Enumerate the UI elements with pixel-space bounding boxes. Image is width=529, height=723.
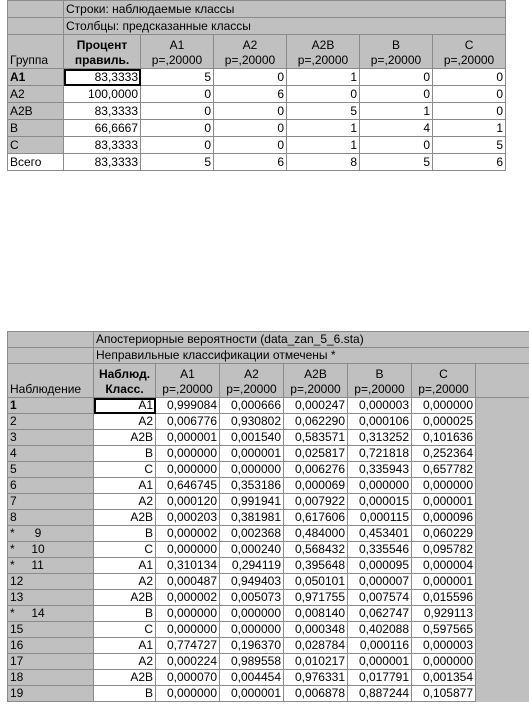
probability-cell[interactable]: 0,252364 [412, 446, 476, 462]
row-label[interactable]: * 9 [8, 526, 94, 542]
count-cell[interactable]: 0 [141, 86, 214, 103]
count-cell[interactable]: 0 [141, 120, 214, 137]
count-cell[interactable]: 0 [214, 120, 287, 137]
probability-cell[interactable]: 0,062290 [284, 414, 348, 430]
row-label[interactable]: 6 [8, 478, 94, 494]
count-cell[interactable]: 0 [214, 103, 287, 120]
count-cell[interactable]: 0 [141, 103, 214, 120]
column-header[interactable] [360, 35, 433, 69]
probability-cell[interactable]: 0,000000 [156, 606, 220, 622]
observed-class-cell[interactable]: B [94, 686, 156, 702]
observed-class-cell[interactable]: B [94, 446, 156, 462]
count-cell[interactable]: 6 [214, 154, 287, 171]
count-cell[interactable]: 5 [287, 103, 360, 120]
probability-cell[interactable]: 0,000120 [156, 494, 220, 510]
probability-cell[interactable]: 0,000000 [220, 462, 284, 478]
count-cell[interactable]: 5 [141, 154, 214, 171]
column-prior: p=,20000 [297, 53, 349, 67]
count-cell[interactable]: 5 [360, 154, 433, 171]
count-cell[interactable]: 1 [433, 120, 506, 137]
obs-header-line1: Наблюд. [98, 367, 151, 381]
probability-cell[interactable]: 0,000000 [220, 606, 284, 622]
row-label[interactable]: 12 [8, 574, 94, 590]
row-label[interactable]: * 11 [8, 558, 94, 574]
probability-cell[interactable]: 0,000000 [156, 622, 220, 638]
column-prior: p=,20000 [226, 382, 277, 396]
probability-cell[interactable]: 0,930802 [220, 414, 284, 430]
count-cell[interactable]: 6 [214, 86, 287, 103]
probability-cell[interactable]: 0,313252 [348, 430, 412, 446]
table-row [8, 69, 506, 86]
table-row [8, 86, 506, 103]
empty-gray-cell [476, 526, 529, 542]
pct-correct-cell[interactable]: 83,3333 [64, 137, 141, 154]
empty-gray-cell [476, 654, 529, 670]
row-label[interactable]: 19 [8, 686, 94, 702]
probability-cell[interactable]: 0,310134 [156, 558, 220, 574]
probability-cell[interactable]: 0,196370 [220, 638, 284, 654]
caption-cols-text: Столбцы: предсказанные классы [64, 18, 506, 35]
row-label[interactable]: * 14 [8, 606, 94, 622]
pct-correct-header[interactable] [64, 35, 141, 69]
column-prior: p=,20000 [224, 53, 276, 67]
count-cell[interactable]: 0 [214, 137, 287, 154]
observed-class-cell[interactable]: C [94, 462, 156, 478]
observed-class-cell[interactable]: A1 [94, 558, 156, 574]
probability-cell[interactable]: 0,000106 [348, 414, 412, 430]
probability-cell[interactable]: 0,101636 [412, 430, 476, 446]
caption-row [8, 332, 529, 348]
corner-label[interactable]: Наблюдение [8, 364, 94, 398]
corner-cell [8, 1, 64, 18]
column-prior: p=,20000 [151, 53, 203, 67]
probability-cell[interactable]: 0,004454 [220, 670, 284, 686]
probability-cell[interactable]: 0,646745 [156, 478, 220, 494]
empty-gray-cell [476, 686, 529, 702]
observed-class-cell[interactable]: A1 [94, 478, 156, 494]
probability-cell[interactable]: 0,025817 [284, 446, 348, 462]
corner-cell [8, 18, 64, 35]
probability-cell[interactable]: 0,335546 [348, 542, 412, 558]
empty-gray-cell [476, 462, 529, 478]
empty-gray-cell [476, 478, 529, 494]
probability-cell[interactable]: 0,000000 [412, 398, 476, 414]
table-row [8, 120, 506, 137]
probability-cell[interactable]: 0,005073 [220, 590, 284, 606]
empty-gray-cell [476, 414, 529, 430]
probability-cell[interactable]: 0,010217 [284, 654, 348, 670]
probability-cell[interactable]: 0,015596 [412, 590, 476, 606]
count-cell[interactable]: 0 [141, 137, 214, 154]
corner-cell [8, 332, 94, 348]
probability-cell[interactable]: 0,294119 [220, 558, 284, 574]
probability-cell[interactable]: 0,060229 [412, 526, 476, 542]
probability-cell[interactable]: 0,000666 [220, 398, 284, 414]
observed-class-cell[interactable]: C [94, 542, 156, 558]
probability-cell[interactable]: 0,657782 [412, 462, 476, 478]
empty-gray-cell [476, 542, 529, 558]
probability-cell[interactable]: 0,000000 [348, 478, 412, 494]
row-label[interactable]: * 10 [8, 542, 94, 558]
probability-cell[interactable]: 0,000002 [156, 590, 220, 606]
probability-cell[interactable]: 0,000004 [412, 558, 476, 574]
table-row [8, 606, 529, 622]
row-label[interactable]: 17 [8, 654, 94, 670]
probability-cell[interactable]: 0,929113 [412, 606, 476, 622]
empty-gray-cell [476, 398, 529, 414]
header-row [8, 35, 506, 69]
column-header[interactable] [141, 35, 214, 69]
count-cell[interactable]: 0 [433, 86, 506, 103]
probability-cell[interactable]: 0,989558 [220, 654, 284, 670]
header-row [8, 364, 529, 398]
column-name: A2B [304, 367, 327, 381]
column-prior: p=,20000 [290, 382, 341, 396]
row-label[interactable]: 5 [8, 462, 94, 478]
probability-cell[interactable]: 0,001540 [220, 430, 284, 446]
empty-gray-cell [476, 622, 529, 638]
probability-cell[interactable]: 0,484000 [284, 526, 348, 542]
caption-row [8, 348, 529, 364]
table-row [8, 462, 529, 478]
row-label[interactable]: 1 [8, 398, 94, 414]
probability-cell[interactable]: 0,887244 [348, 686, 412, 702]
probability-cell[interactable]: 0,000000 [220, 622, 284, 638]
observed-class-cell[interactable]: A2 [94, 574, 156, 590]
probability-cell[interactable]: 0,617606 [284, 510, 348, 526]
row-label[interactable]: 4 [8, 446, 94, 462]
table-row [8, 686, 529, 702]
row-label[interactable]: 2 [8, 414, 94, 430]
row-label[interactable]: A2B [8, 103, 64, 120]
pct-header-line2: правиль. [74, 53, 130, 67]
observed-class-cell[interactable]: B [94, 606, 156, 622]
probability-cell[interactable]: 0,000000 [156, 446, 220, 462]
probability-cell[interactable]: 0,000203 [156, 510, 220, 526]
column-name: A2B [311, 38, 335, 52]
probability-cell[interactable]: 0,095782 [412, 542, 476, 558]
count-cell[interactable]: 0 [214, 69, 287, 86]
probability-cell[interactable]: 0,597565 [412, 622, 476, 638]
probability-cell[interactable]: 0,583571 [284, 430, 348, 446]
caption-note-text: Неправильные классификации отмечены * [94, 348, 529, 364]
column-name: B [391, 38, 400, 52]
column-prior: p=,20000 [443, 53, 495, 67]
count-cell[interactable]: 1 [360, 103, 433, 120]
table-row [8, 558, 529, 574]
probability-cell[interactable]: 0,000487 [156, 574, 220, 590]
row-label[interactable]: 15 [8, 622, 94, 638]
empty-gray-cell [476, 446, 529, 462]
probability-cell[interactable]: 0,001354 [412, 670, 476, 686]
count-cell[interactable]: 0 [433, 69, 506, 86]
count-cell[interactable]: 1 [287, 69, 360, 86]
count-cell[interactable]: 0 [287, 86, 360, 103]
table-row [8, 654, 529, 670]
column-name: C [439, 367, 448, 381]
count-cell[interactable]: 0 [360, 69, 433, 86]
column-header[interactable] [156, 364, 220, 398]
pct-correct-cell[interactable]: 100,0000 [64, 86, 141, 103]
count-cell[interactable]: 0 [360, 137, 433, 154]
probability-cell[interactable]: 0,000001 [412, 494, 476, 510]
count-cell[interactable]: 1 [287, 137, 360, 154]
empty-gray-cell [476, 510, 529, 526]
column-name: A2 [244, 367, 259, 381]
probability-cell[interactable]: 0,000240 [220, 542, 284, 558]
empty-gray-cell [476, 638, 529, 654]
observed-class-cell[interactable]: B [94, 526, 156, 542]
pct-correct-cell[interactable]: 83,3333 [64, 154, 141, 171]
column-prior: p=,20000 [162, 382, 213, 396]
probability-cell[interactable]: 0,000002 [156, 526, 220, 542]
probability-cell[interactable]: 0,381981 [220, 510, 284, 526]
column-header[interactable] [220, 364, 284, 398]
probability-cell[interactable]: 0,949403 [220, 574, 284, 590]
table-row [8, 526, 529, 542]
probability-cell[interactable]: 0,000247 [284, 398, 348, 414]
caption-row [8, 18, 506, 35]
table-row [8, 446, 529, 462]
column-header[interactable] [284, 364, 348, 398]
observed-class-cell[interactable]: A2B [94, 430, 156, 446]
probability-cell[interactable]: 0,007574 [348, 590, 412, 606]
probability-cell[interactable]: 0,000007 [348, 574, 412, 590]
column-header[interactable] [433, 35, 506, 69]
probability-cell[interactable]: 0,028784 [284, 638, 348, 654]
table-row [8, 103, 506, 120]
probability-cell[interactable]: 0,006276 [284, 462, 348, 478]
row-label[interactable]: 7 [8, 494, 94, 510]
pct-header-line1: Процент [76, 38, 128, 52]
probability-cell[interactable]: 0,453401 [348, 526, 412, 542]
probability-cell[interactable]: 0,000025 [412, 414, 476, 430]
pct-correct-cell[interactable]: 66,6667 [64, 120, 141, 137]
row-label[interactable]: 18 [8, 670, 94, 686]
table-row [8, 478, 529, 494]
probability-cell[interactable]: 0,000000 [412, 478, 476, 494]
table-row [8, 638, 529, 654]
probability-cell[interactable]: 0,000096 [412, 510, 476, 526]
probability-cell[interactable]: 0,000348 [284, 622, 348, 638]
probability-cell[interactable]: 0,050101 [284, 574, 348, 590]
table-row [8, 154, 506, 171]
probability-cell[interactable]: 0,000015 [348, 494, 412, 510]
column-name: A1 [180, 367, 195, 381]
probability-cell[interactable]: 0,017791 [348, 670, 412, 686]
probability-cell[interactable]: 0,006878 [284, 686, 348, 702]
probability-cell[interactable]: 0,402088 [348, 622, 412, 638]
probability-cell[interactable]: 0,000001 [156, 430, 220, 446]
table-row [8, 430, 529, 446]
probability-cell[interactable]: 0,062747 [348, 606, 412, 622]
probability-cell[interactable]: 0,568432 [284, 542, 348, 558]
probability-cell[interactable]: 0,000001 [348, 654, 412, 670]
empty-gray-cell [476, 670, 529, 686]
probability-cell[interactable]: 0,006776 [156, 414, 220, 430]
corner-cell [8, 348, 94, 364]
probability-cell[interactable]: 0,774727 [156, 638, 220, 654]
probability-cell[interactable]: 0,007922 [284, 494, 348, 510]
table-row [8, 414, 529, 430]
probability-cell[interactable]: 0,000001 [412, 574, 476, 590]
column-header[interactable] [412, 364, 476, 398]
probability-cell[interactable]: 0,991941 [220, 494, 284, 510]
matrix-body [8, 69, 506, 171]
count-cell[interactable]: 5 [433, 137, 506, 154]
table-row [8, 574, 529, 590]
caption-title-text: Апостериорные вероятности (data_zan_5_6.sta) [94, 332, 529, 348]
observed-class-header[interactable] [94, 364, 156, 398]
caption-rows-text: Строки: наблюдаемые классы [64, 1, 506, 18]
row-label[interactable]: B [8, 120, 64, 137]
count-cell[interactable]: 0 [360, 86, 433, 103]
probability-cell[interactable]: 0,000224 [156, 654, 220, 670]
row-label[interactable]: 3 [8, 430, 94, 446]
table-row [8, 398, 529, 414]
probability-cell[interactable]: 0,000069 [284, 478, 348, 494]
probability-cell[interactable]: 0,000003 [412, 638, 476, 654]
observed-class-cell[interactable]: A2 [94, 654, 156, 670]
column-prior: p=,20000 [370, 53, 422, 67]
probability-cell[interactable]: 0,000000 [156, 542, 220, 558]
row-label[interactable]: 13 [8, 590, 94, 606]
observed-class-cell[interactable]: A2B [94, 590, 156, 606]
column-prior: p=,20000 [418, 382, 469, 396]
row-label[interactable]: 16 [8, 638, 94, 654]
column-header[interactable] [287, 35, 360, 69]
column-name: A2 [242, 38, 258, 52]
probability-cell[interactable]: 0,976331 [284, 670, 348, 686]
table-row [8, 510, 529, 526]
probability-cell[interactable]: 0,105877 [412, 686, 476, 702]
observed-class-cell[interactable]: A2 [94, 494, 156, 510]
count-cell[interactable]: 8 [287, 154, 360, 171]
probability-cell[interactable]: 0,971755 [284, 590, 348, 606]
empty-gray-cell [476, 606, 529, 622]
empty-gray-cell [476, 590, 529, 606]
table-row [8, 494, 529, 510]
probability-cell[interactable]: 0,000095 [348, 558, 412, 574]
corner-label[interactable]: Группа [8, 35, 64, 69]
count-cell[interactable]: 1 [287, 120, 360, 137]
caption-row [8, 1, 506, 18]
observed-class-cell[interactable]: C [94, 622, 156, 638]
row-label[interactable]: Всего [8, 154, 64, 171]
row-label[interactable]: A1 [8, 69, 64, 86]
empty-gray-cell [476, 574, 529, 590]
table-row [8, 137, 506, 154]
probability-cell[interactable]: 0,395648 [284, 558, 348, 574]
pct-correct-cell[interactable]: 83,3333 [64, 69, 141, 86]
probability-cell[interactable]: 0,000116 [348, 638, 412, 654]
column-header[interactable] [348, 364, 412, 398]
table-row [8, 622, 529, 638]
column-name: A1 [169, 38, 185, 52]
posterior-body [8, 398, 529, 702]
table-row [8, 590, 529, 606]
count-cell[interactable]: 0 [433, 103, 506, 120]
empty-gray-cell [476, 494, 529, 510]
empty-gray-cell [476, 430, 529, 446]
column-prior: p=,20000 [354, 382, 405, 396]
observed-class-cell[interactable]: A2B [94, 670, 156, 686]
observed-class-cell[interactable]: A1 [94, 398, 156, 414]
probability-cell[interactable]: 0,000001 [220, 446, 284, 462]
classification-matrix-table [7, 0, 506, 171]
column-name: C [464, 38, 474, 52]
count-cell[interactable]: 5 [141, 69, 214, 86]
posterior-probabilities-table [7, 331, 529, 702]
row-label[interactable]: C [8, 137, 64, 154]
probability-cell[interactable]: 0,000000 [156, 462, 220, 478]
observed-class-cell[interactable]: A1 [94, 638, 156, 654]
empty-gray-column [476, 364, 529, 398]
table-row [8, 542, 529, 558]
empty-gray-cell [476, 558, 529, 574]
probability-cell[interactable]: 0,999084 [156, 398, 220, 414]
column-name: B [375, 367, 384, 381]
pct-correct-cell[interactable]: 83,3333 [64, 103, 141, 120]
row-label[interactable]: 8 [8, 510, 94, 526]
probability-cell[interactable]: 0,000070 [156, 670, 220, 686]
probability-cell[interactable]: 0,000001 [220, 686, 284, 702]
probability-cell[interactable]: 0,721818 [348, 446, 412, 462]
probability-cell[interactable]: 0,353186 [220, 478, 284, 494]
count-cell[interactable]: 6 [433, 154, 506, 171]
row-label[interactable]: A2 [8, 86, 64, 103]
count-cell[interactable]: 4 [360, 120, 433, 137]
table-row [8, 670, 529, 686]
probability-cell[interactable]: 0,000003 [348, 398, 412, 414]
observed-class-cell[interactable]: A2B [94, 510, 156, 526]
obs-header-line2: Класс. [105, 382, 144, 396]
observed-class-cell[interactable]: A2 [94, 414, 156, 430]
probability-cell[interactable]: 0,002368 [220, 526, 284, 542]
probability-cell[interactable]: 0,000000 [412, 654, 476, 670]
column-header[interactable] [214, 35, 287, 69]
probability-cell[interactable]: 0,000000 [156, 686, 220, 702]
probability-cell[interactable]: 0,335943 [348, 462, 412, 478]
probability-cell[interactable]: 0,008140 [284, 606, 348, 622]
probability-cell[interactable]: 0,000115 [348, 510, 412, 526]
